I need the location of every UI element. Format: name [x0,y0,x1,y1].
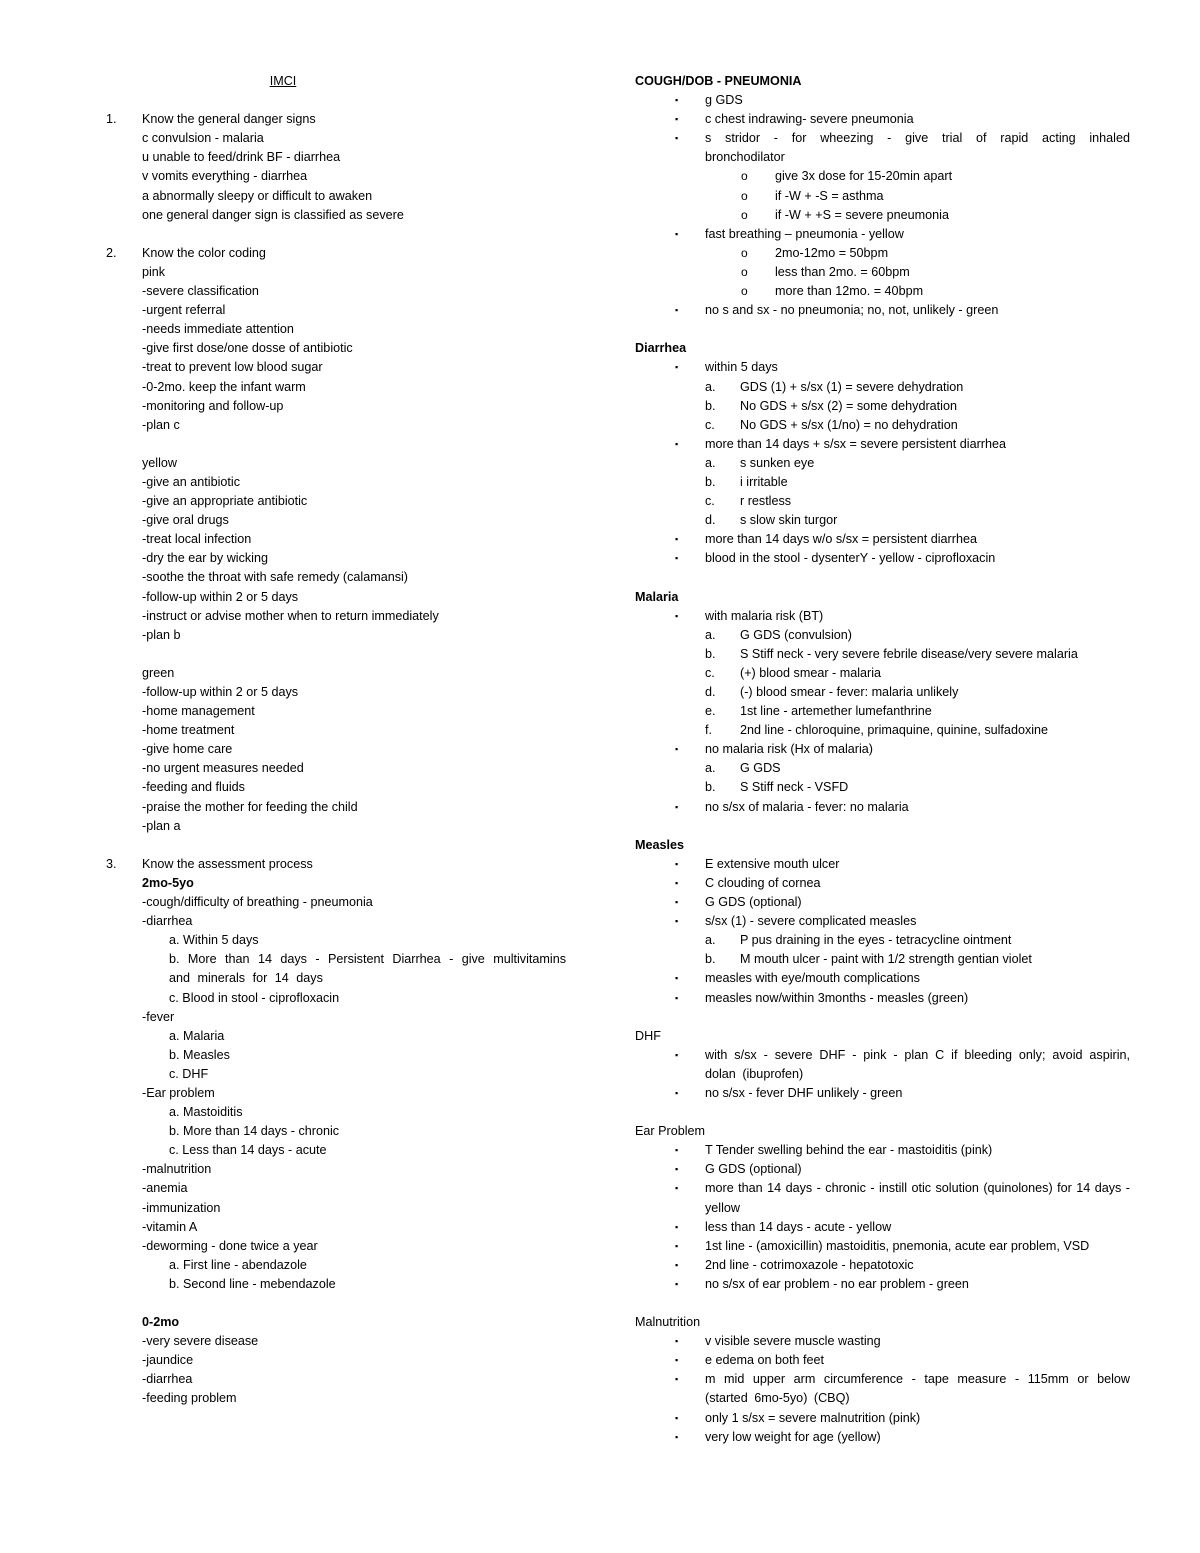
bullet-icon: ▪ [675,534,679,545]
page-title: IMCI [269,74,297,88]
bullet-icon: ▪ [675,133,679,144]
list-item: -vitamin A [142,1219,198,1234]
bullet-item: ▪ no s/sx - fever DHF unlikely - green [635,1084,1130,1103]
list-item: -diarrhea [142,914,193,929]
bullet-icon: ▪ [675,1240,679,1251]
list-item: -follow-up within 2 or 5 days [142,589,299,604]
yellow-label: yellow [142,455,177,470]
section-1-heading: 1. Know the general danger signs [106,110,566,129]
bullet-item: ▪ 1st line - (amoxicillin) mastoiditis, pnemonia, acute ear problem, VSD [635,1237,1130,1256]
list-item: -deworming - done twice a year [142,1238,318,1253]
lettered-item: a. P pus draining in the eyes - tetracycline ointment [705,933,1012,948]
bullet-icon: ▪ [675,438,679,449]
sub-bullet-item: o if -W + -S = asthma [635,187,1130,206]
bullet-item: ▪ more than 14 days w/o s/sx = persistent diarrhea [635,530,1130,549]
bullet-icon: ▪ [675,992,679,1003]
bullet-item: ▪ s/sx (1) - severe complicated measles [635,912,1130,931]
section-2-heading: 2. Know the color coding [106,244,566,263]
list-item: -urgent referral [142,303,226,318]
circle-bullet-icon: o [741,264,748,279]
circle-bullet-icon: o [741,188,748,203]
list-item: -jaundice [142,1353,194,1368]
bullet-item: ▪ with malaria risk (BT) [635,607,1130,626]
list-item: c. Less than 14 days - acute [169,1143,327,1158]
bullet-item: ▪ measles with eye/mouth complications [635,969,1130,988]
sub-bullet-item: o more than 12mo. = 40bpm [635,282,1130,301]
lettered-item: b. S Stiff neck - very severe febrile disease/very severe malaria [705,646,1078,661]
lettered-item: c. No GDS + s/sx (1/no) = no dehydration [705,417,958,432]
lettered-item: d. s slow skin turgor [705,513,838,528]
list-item: -give first dose/one dosse of antibiotic [142,341,353,356]
section-heading-diarrhea: Diarrhea [635,341,687,356]
list-item: -plan b [142,627,181,642]
bullet-item: ▪ e edema on both feet [635,1351,1130,1370]
circle-bullet-icon: o [741,284,748,299]
list-item: -cough/difficulty of breathing - pneumonia [142,895,373,910]
bullet-icon: ▪ [675,973,679,984]
list-item: c. DHF [169,1066,209,1081]
list-item: a abnormally sleepy or difficult to awaken [142,188,373,203]
bullet-icon: ▪ [675,305,679,316]
right-column [635,72,1130,1447]
bullet-item: ▪ G GDS (optional) [635,1160,1130,1179]
list-item: -anemia [142,1181,188,1196]
section-number: 2. [106,245,117,260]
pink-label: pink [142,264,166,279]
bullet-icon: ▪ [675,801,679,812]
list-item: -immunization [142,1200,221,1215]
lettered-item: d. (-) blood smear - fever: malaria unlikely [705,685,959,699]
bullet-item: ▪ no s/sx of malaria - fever: no malaria [635,798,1130,817]
list-item: -monitoring and follow-up [142,398,284,413]
left-column [106,72,566,1409]
list-item: a. Malaria [169,1028,225,1043]
bullet-item: ▪ with s/sx - severe DHF - pink - plan C if bleeding only; avoid aspirin, dolan (ibuprofen) [675,1047,1130,1081]
list-item: -severe classification [142,284,259,299]
bullet-item: ▪ E extensive mouth ulcer [635,855,1130,874]
section-heading-malnutrition: Malnutrition [635,1315,701,1330]
bullet-item: ▪ more than 14 days - chronic - instill otic solution (quinolones) for 14 days - yellow [675,1181,1130,1215]
circle-bullet-icon: o [741,169,748,184]
list-item: -diarrhea [142,1372,193,1387]
green-label: green [142,665,175,680]
sub-bullet-item: o 2mo-12mo = 50bpm [635,244,1130,263]
list-item: -home treatment [142,723,235,738]
bullet-icon: ▪ [675,1221,679,1232]
section-heading-ear: Ear Problem [635,1124,705,1139]
bullet-icon: ▪ [675,1164,679,1175]
list-item: -0-2mo. keep the infant warm [142,379,306,394]
bullet-item: ▪ C clouding of cornea [635,874,1130,893]
bullet-icon: ▪ [675,858,679,869]
lettered-item: a. s sunken eye [705,455,815,470]
lettered-item: f. 2nd line - chloroquine, primaquine, quinine, sulfadoxine [705,723,1049,738]
list-item: c convulsion - malaria [142,131,264,146]
bullet-icon: ▪ [675,610,679,621]
list-item: b. Second line - mebendazole [169,1276,336,1291]
list-item: -Ear problem [142,1085,215,1100]
bullet-icon: ▪ [675,1355,679,1366]
list-item: -soothe the throat with safe remedy (calamansi) [142,570,408,585]
list-item: -fever [142,1009,175,1024]
lettered-item: b. S Stiff neck - VSFD [705,780,849,795]
bullet-icon: ▪ [675,1431,679,1442]
bullet-item: ▪ no malaria risk (Hx of malaria) [635,740,1130,759]
list-item: a. Mastoiditis [169,1105,243,1120]
list-item: -give an antibiotic [142,474,241,489]
list-item: -give an appropriate antibiotic [142,494,308,509]
section-heading-malaria: Malaria [635,589,679,604]
lettered-item: b. No GDS + s/sx (2) = some dehydration [705,398,957,413]
bullet-icon: ▪ [675,362,679,373]
circle-bullet-icon: o [741,207,748,222]
bullet-icon: ▪ [675,1336,679,1347]
sub-bullet-item: o if -W + +S = severe pneumonia [635,206,1130,225]
list-item: -malnutrition [142,1162,212,1177]
list-item: one general danger sign is classified as severe [142,207,404,222]
list-item: c. Blood in stool - ciprofloxacin [169,990,340,1005]
list-item: -plan c [142,417,180,432]
bullet-item: ▪ within 5 days [635,358,1130,377]
sub-bullet-item: o less than 2mo. = 60bpm [635,263,1130,282]
lettered-item: c. (+) blood smear - malaria [705,665,882,680]
bullet-icon: ▪ [675,1412,679,1423]
bullet-item: ▪ 2nd line - cotrimoxazole - hepatotoxic [635,1256,1130,1275]
bullet-icon: ▪ [675,916,679,927]
list-item: b. More than 14 days - chronic [169,1124,340,1139]
lettered-item: e. 1st line - artemether lumefanthrine [705,704,932,719]
bullet-item: ▪ c chest indrawing- severe pneumonia [635,110,1130,129]
list-item: u unable to feed/drink BF - diarrhea [142,150,341,165]
section-number: 1. [106,112,117,127]
lettered-item: b. M mouth ulcer - paint with 1/2 strength gentian violet [705,952,1032,967]
section-3-heading: 3. Know the assessment process [106,855,566,874]
bullet-item: ▪ m mid upper arm circumference - tape measure - 115mm or below (started 6mo-5yo) (CBQ) [675,1372,1130,1406]
lettered-item: b. i irritable [705,474,788,489]
list-item: -praise the mother for feeding the child [142,799,358,814]
bullet-item: ▪ only 1 s/sx = severe malnutrition (pink) [635,1409,1130,1428]
list-item: -feeding problem [142,1391,237,1406]
lettered-item: a. GDS (1) + s/sx (1) = severe dehydration [705,379,964,394]
bullet-item: ▪ v visible severe muscle wasting [635,1332,1130,1351]
list-item: -instruct or advise mother when to return immediately [142,608,439,623]
bullet-item: ▪ blood in the stool - dysenterY - yellow - ciprofloxacin [635,549,1130,568]
bullet-item: ▪ more than 14 days + s/sx = severe persistent diarrhea [635,435,1130,454]
bullet-icon: ▪ [675,1374,679,1385]
age-group-heading: 2mo-5yo [142,875,194,890]
list-item: a. First line - abendazole [169,1257,307,1272]
bullet-icon: ▪ [675,1278,679,1289]
list-item: -plan a [142,818,181,833]
bullet-icon: ▪ [675,1145,679,1156]
bullet-icon: ▪ [675,897,679,908]
list-item: -home management [142,704,255,719]
bullet-icon: ▪ [675,1049,679,1060]
list-item: -needs immediate attention [142,322,294,337]
list-item: -no urgent measures needed [142,761,304,776]
list-item: -feeding and fluids [142,780,245,795]
bullet-item: ▪ fast breathing – pneumonia - yellow [635,225,1130,244]
list-item: b. Measles [169,1047,230,1062]
list-item: -very severe disease [142,1334,259,1349]
list-item: -give oral drugs [142,513,229,528]
section-heading-dhf: DHF [635,1028,661,1043]
sub-bullet-item: o give 3x dose for 15-20min apart [635,167,1130,186]
bullet-icon: ▪ [675,1259,679,1270]
section-heading-measles: Measles [635,837,685,852]
section-number: 3. [106,856,117,871]
list-item: -give home care [142,742,233,757]
bullet-icon: ▪ [675,95,679,106]
bullet-icon: ▪ [675,744,679,755]
bullet-icon: ▪ [675,553,679,564]
list-item: -treat local infection [142,532,252,547]
bullet-item: ▪ measles now/within 3months - measles (green) [635,989,1130,1008]
bullet-item: ▪ no s/sx of ear problem - no ear problem - green [635,1275,1130,1294]
age-group-heading: 0-2mo [142,1315,180,1330]
bullet-icon: ▪ [675,114,679,125]
bullet-icon: ▪ [675,1087,679,1098]
list-item: -follow-up within 2 or 5 days [142,685,299,699]
bullet-item: ▪ g GDS [635,91,1130,110]
bullet-item: ▪ no s and sx - no pneumonia; no, not, unlikely - green [635,301,1130,320]
lettered-item: a. G GDS (convulsion) [705,627,852,642]
circle-bullet-icon: o [741,245,748,260]
bullet-icon: ▪ [675,228,679,239]
bullet-icon: ▪ [675,877,679,888]
lettered-item: a. G GDS [705,761,781,776]
bullet-item: ▪ less than 14 days - acute - yellow [635,1218,1130,1237]
list-item: -treat to prevent low blood sugar [142,360,323,375]
bullet-item: ▪ very low weight for age (yellow) [635,1428,1130,1447]
list-item: -dry the ear by wicking [142,551,268,566]
list-item: v vomits everything - diarrhea [142,169,308,184]
list-item: a. Within 5 days [169,933,259,948]
bullet-icon: ▪ [675,1183,679,1194]
lettered-item: c. r restless [705,494,792,509]
bullet-item: ▪ s stridor - for wheezing - give trial of rapid acting inhaled bronchodilator [675,131,1130,165]
bullet-item: ▪ G GDS (optional) [635,893,1130,912]
list-item: b. More than 14 days - Persistent Diarrhea - give multivitamins and minerals for 14 days [169,952,566,986]
bullet-item: ▪ T Tender swelling behind the ear - mastoiditis (pink) [635,1141,1130,1160]
section-heading-cough: COUGH/DOB - PNEUMONIA [635,74,802,88]
